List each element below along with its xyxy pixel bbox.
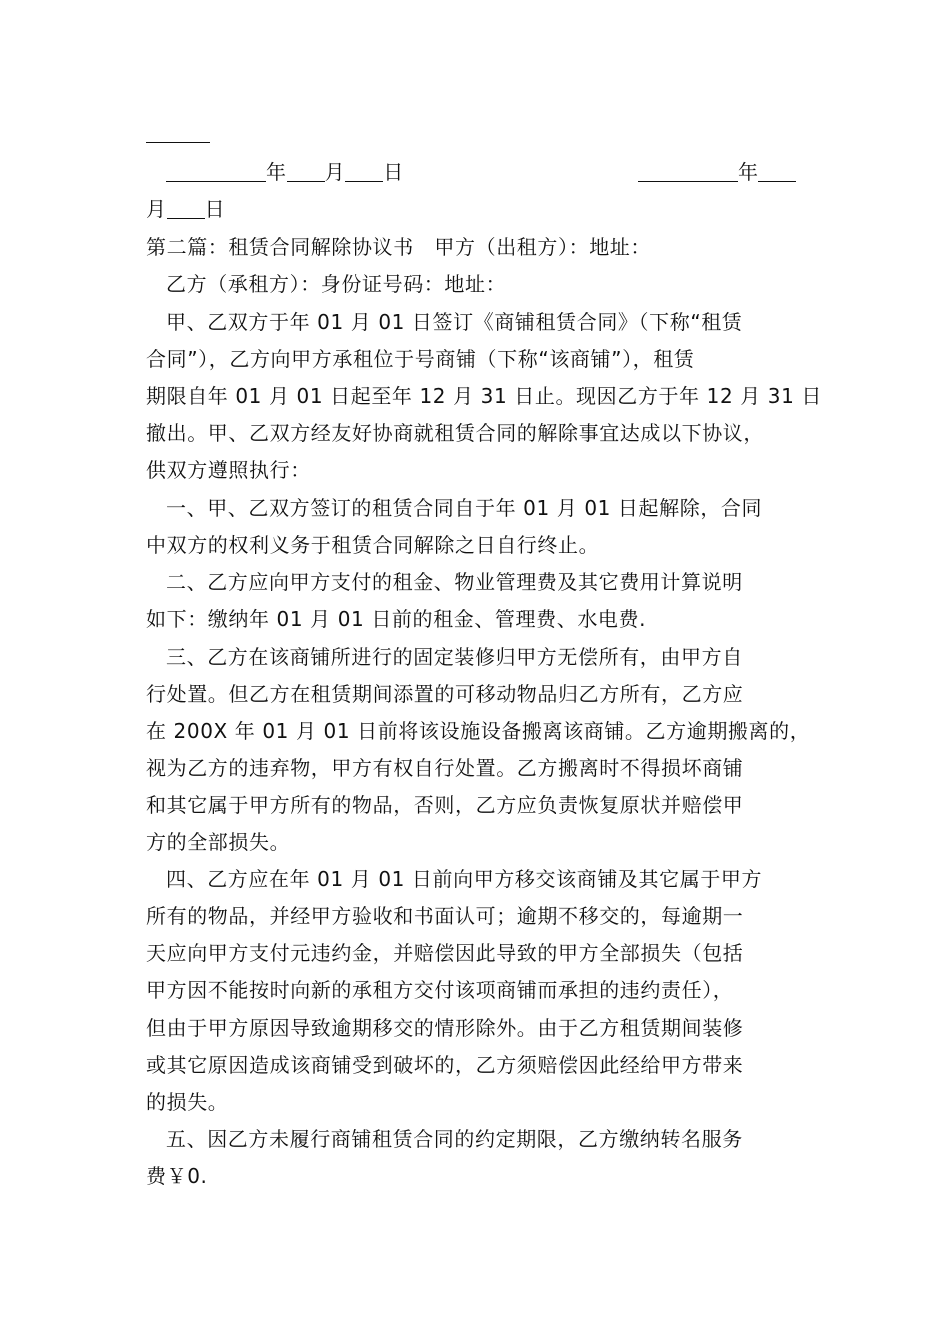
body-line: 但由于甲方原因导致逾期移交的情形除外。由于乙方租赁期间装修 xyxy=(146,1016,744,1040)
body-line: 甲、乙双方于年 01 月 01 日签订《商铺租赁合同》（下称“租赁 xyxy=(166,310,743,334)
body-line: 视为乙方的违弃物，甲方有权自行处置。乙方搬离时不得损坏商铺 xyxy=(146,756,744,780)
year-blank xyxy=(638,161,738,182)
date-line-right: 年 xyxy=(638,160,796,184)
date-line-continued: 月 日 xyxy=(146,197,226,221)
signature-blank-line xyxy=(146,142,210,143)
section-heading: 第二篇：租赁合同解除协议书 甲方（出租方）：地址： xyxy=(146,235,651,259)
clause-1: 一、甲、乙双方签订的租赁合同自于年 01 月 01 日起解除，合同 xyxy=(166,496,763,520)
body-line: 合同”），乙方向甲方承租位于号商铺（下称“该商铺”），租赁 xyxy=(146,347,695,371)
date-line-left: 年 月 日 xyxy=(166,160,404,184)
year-blank xyxy=(166,161,266,182)
body-line: 如下：缴纳年 01 月 01 日前的租金、管理费、水电费. xyxy=(146,607,647,631)
clause-3: 三、乙方在该商铺所进行的固定装修归甲方无偿所有，由甲方自 xyxy=(166,645,743,669)
clause-2: 二、乙方应向甲方支付的租金、物业管理费及其它费用计算说明 xyxy=(166,570,743,594)
body-line: 所有的物品，并经甲方验收和书面认可；逾期不移交的，每逾期一 xyxy=(146,904,744,928)
clause-4: 四、乙方应在年 01 月 01 日前向甲方移交该商铺及其它属于甲方 xyxy=(166,867,763,891)
month-blank xyxy=(287,161,325,182)
month-blank xyxy=(758,161,796,182)
body-line: 甲方因不能按时向新的承租方交付该项商铺而承担的违约责任）， xyxy=(146,978,734,1002)
body-line: 和其它属于甲方所有的物品，否则，乙方应负责恢复原状并赔偿甲 xyxy=(146,793,744,817)
clause-5: 五、因乙方未履行商铺租赁合同的约定期限，乙方缴纳转名服务 xyxy=(166,1127,743,1151)
body-line: 行处置。但乙方在租赁期间添置的可移动物品归乙方所有，乙方应 xyxy=(146,682,744,706)
body-line: 的损失。 xyxy=(146,1090,229,1114)
day-blank xyxy=(167,198,205,219)
body-line: 在 200X 年 01 月 01 日前将该设施设备搬离该商铺。乙方逾期搬离的， xyxy=(146,719,811,743)
body-line: 中双方的权利义务于租赁合同解除之日自行终止。 xyxy=(146,533,600,557)
body-line: 费￥0. xyxy=(146,1164,208,1188)
body-line: 或其它原因造成该商铺受到破坏的，乙方须赔偿因此经给甲方带来 xyxy=(146,1053,744,1077)
body-line: 供双方遵照执行： xyxy=(146,458,311,482)
body-line: 天应向甲方支付元违约金，并赔偿因此导致的甲方全部损失（包括 xyxy=(146,941,744,965)
party-b-line: 乙方（承租方）：身份证号码：地址： xyxy=(166,272,507,296)
day-blank xyxy=(345,161,383,182)
body-line: 撤出。甲、乙双方经友好协商就租赁合同的解除事宜达成以下协议， xyxy=(146,421,764,445)
body-line: 期限自年 01 月 01 日起至年 12 月 31 日止。现因乙方于年 12 月 31 日 xyxy=(146,384,822,408)
body-line: 方的全部损失。 xyxy=(146,830,291,854)
